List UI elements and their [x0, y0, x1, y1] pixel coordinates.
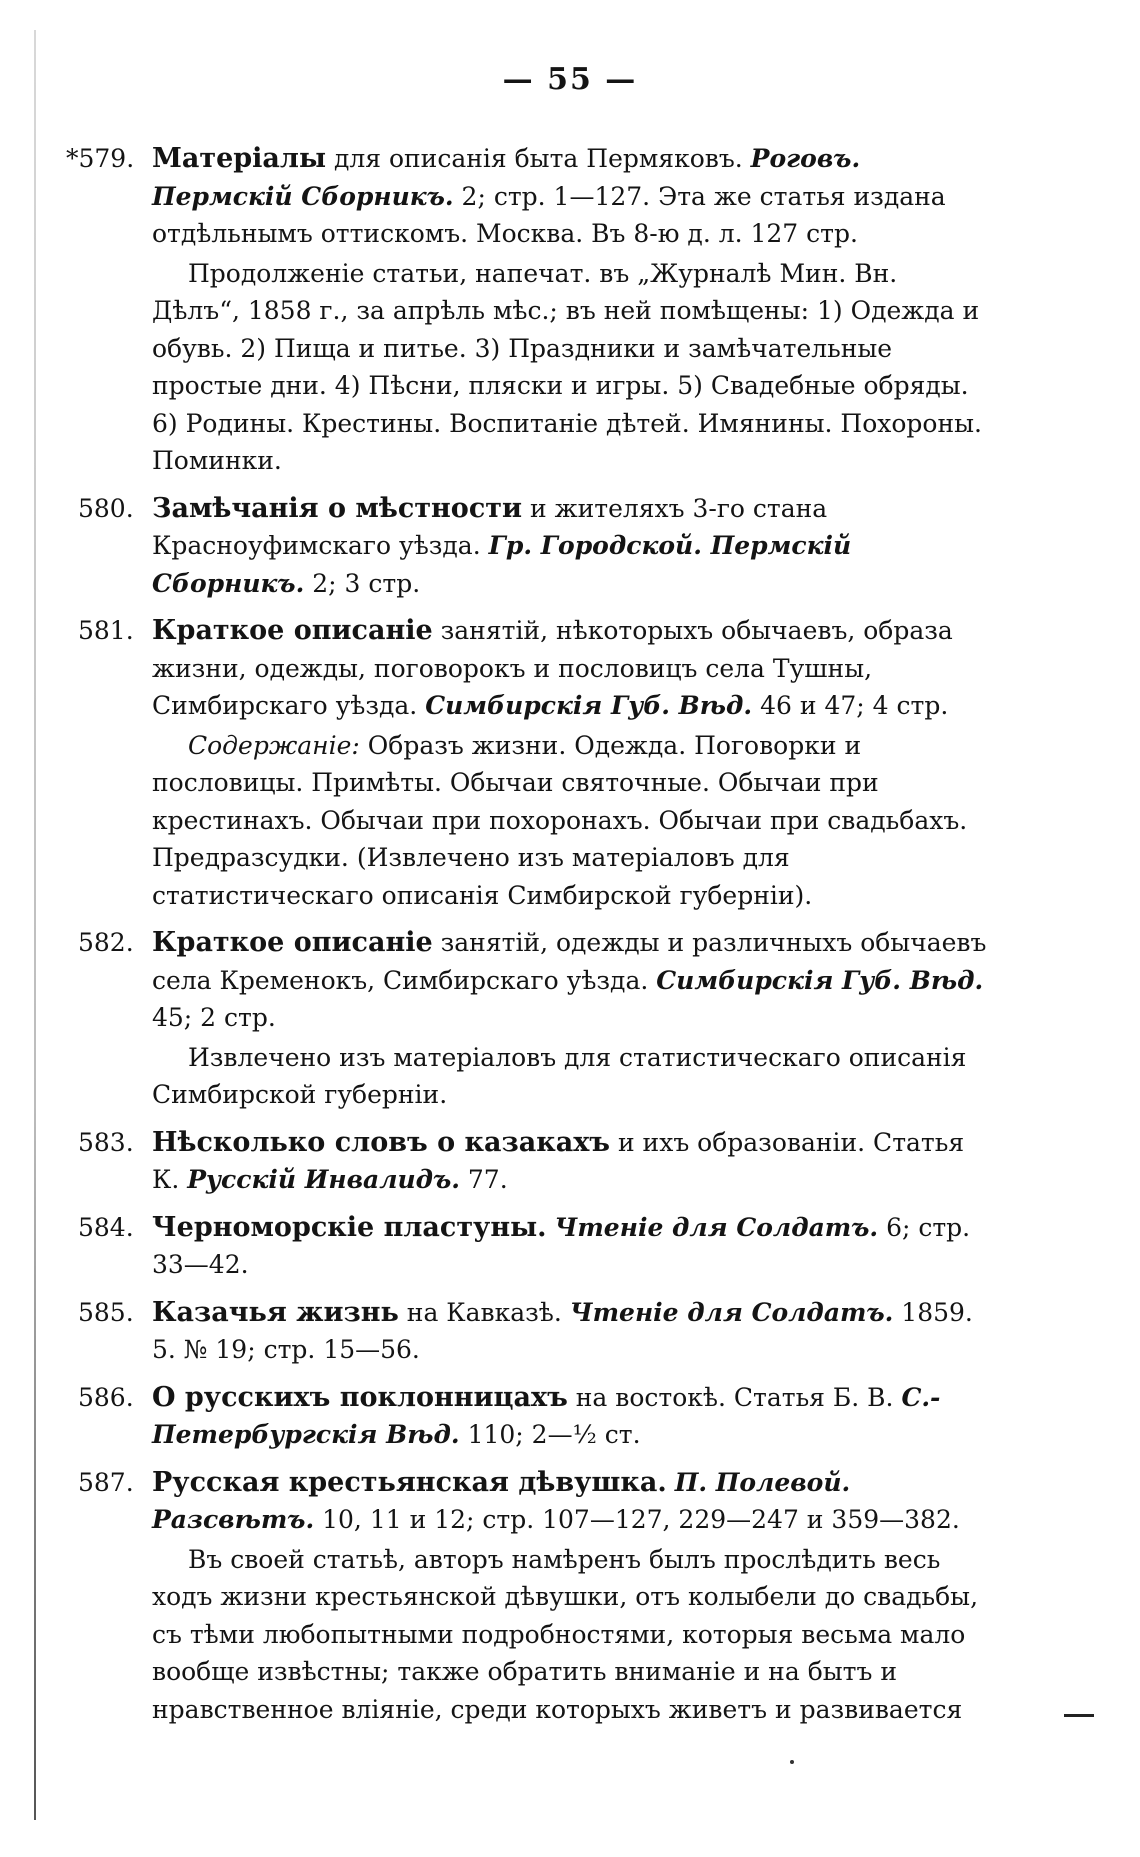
entry-title: Нѣсколько словъ о казакахъ	[152, 1126, 610, 1158]
entry-title: Краткое описаніе	[152, 615, 433, 646]
entry-source: Роговъ. Пермскій Сборникъ.	[152, 144, 861, 211]
entry-details: 2; стр. 1—127. Эта же статья издана отдѣльнымъ оттискомъ. Москва. Въ 8-ю д. л. 127 стр.	[152, 181, 946, 248]
entry-details: 1859. 5. № 19; стр. 15—56.	[152, 1297, 973, 1364]
entry-number: *579.	[66, 144, 135, 173]
entry-title: Казачья жизнь	[152, 1296, 399, 1328]
bibliography-entry	[78, 1294, 988, 1369]
entry-title: Русская крестьянская дѣвушка.	[152, 1466, 667, 1498]
entry-note: Извлечено изъ матеріаловъ для статистическаго описанія Симбирской губерніи.	[152, 1042, 967, 1109]
scan-mark	[1064, 1714, 1094, 1717]
entry-source: Гр. Городской. Пермскій Сборникъ.	[152, 531, 852, 598]
entry-note: Въ своей статьѣ, авторъ намѣренъ былъ прослѣдить весь ходъ жизни крестьянской дѣвушки, отъ колыбели до свадьбы, съ тѣми любопытными подробностями, которыя весьма мало вообще извѣстны; также обратить вниманіе и на бытъ и нравственное вліяніе, среди которыхъ живетъ и развивается	[152, 1544, 979, 1724]
bibliography-entry	[78, 612, 988, 914]
entry-number: 586.	[78, 1382, 134, 1412]
note-text: Образъ жизни. Одежда. Поговорки и пословицы. Примѣты. Обычаи святочные. Обычаи при крестинахъ. Обычаи при похоронахъ. Обычаи при свадьбахъ. Предразсудки. (Извлечено изъ матеріаловъ для статистическаго описанія Симбирской губерніи).	[152, 730, 968, 910]
entry-details: 46 и 47; 4 стр.	[752, 691, 949, 720]
entry-text	[667, 1468, 675, 1497]
bibliography-entry	[78, 1124, 988, 1199]
bibliography-entry	[78, 1464, 988, 1729]
entry-title: Черноморскіе пластуны.	[152, 1211, 547, 1243]
bibliography-entry	[66, 140, 988, 480]
entry-text: для описанія быта Пермяковъ.	[326, 144, 751, 173]
entry-details: 2; 3 стр.	[304, 568, 421, 598]
entry-number: 582.	[78, 928, 134, 957]
entry-source: Симбирскія Губ. Вѣд.	[656, 965, 984, 995]
entry-number: 580.	[78, 493, 134, 523]
bibliography-entry	[78, 924, 988, 1114]
entry-note: Продолженіе статьи, напечат. въ „Журналѣ Мин. Вн. Дѣлъ“, 1858 г., за апрѣль мѣс.; въ ней помѣщены: 1) Одежда и обувь. 2) Пища и питье. 3) Праздники и замѣчательные простые дни. 4) Пѣсни, пляски и игры. 5) Свадебные обряды. 6) Родины. Крестины. Воспитаніе дѣтей. Имянины. Похороны. Поминки.	[152, 258, 982, 475]
entry-text: на востокѣ. Статья Б. В.	[567, 1382, 902, 1412]
entry-source: Симбирскія Губ. Вѣд.	[425, 691, 753, 720]
entry-number: 583.	[78, 1127, 134, 1157]
entry-source: Чтеніе для Солдатъ.	[554, 1212, 879, 1242]
entry-text: занятій, нѣкоторыхъ обычаевъ, образа жизни, одежды, поговорокъ и пословицъ села Тушны, Симбирскаго уѣзда.	[152, 616, 953, 720]
entry-title: Краткое описаніе	[152, 927, 433, 958]
note-label: Содержаніе:	[188, 730, 360, 760]
entry-text: и жителяхъ 3-го стана Красноуфимскаго уѣзда.	[152, 493, 828, 560]
entry-source: Чтеніе для Солдатъ.	[569, 1297, 894, 1327]
entry-details: 45; 2 стр.	[152, 1003, 276, 1032]
entry-details: 10, 11 и 12; стр. 107—127, 229—247 и 359—382.	[314, 1505, 960, 1534]
entry-text: на Кавказѣ.	[398, 1297, 570, 1327]
bibliography-list	[66, 140, 988, 1738]
bibliography-entry	[78, 1209, 988, 1284]
entry-details: 6; стр. 33—42.	[152, 1212, 971, 1279]
entry-note	[152, 727, 988, 915]
entry-number: 587.	[78, 1467, 134, 1497]
entry-text: и ихъ образованіи. Статья К.	[152, 1127, 965, 1194]
entry-source: С.-Петербургскія Вѣд.	[152, 1382, 941, 1449]
entry-source: Русскій Инвалидъ.	[187, 1165, 460, 1194]
bibliography-entry	[78, 490, 988, 603]
entry-source: П. Полевой. Разсвѣтъ.	[152, 1467, 851, 1534]
entry-number: 581.	[78, 616, 134, 645]
entry-details: 77.	[459, 1165, 508, 1194]
page-number: — 55 —	[502, 62, 638, 97]
bibliography-entry	[78, 1379, 988, 1454]
entry-title: О русскихъ поклонницахъ	[152, 1381, 568, 1413]
entry-number: 585.	[78, 1297, 134, 1327]
entry-details: 110; 2—½ ст.	[459, 1420, 641, 1449]
entry-title: Замѣчанія о мѣстности	[152, 492, 523, 524]
margin-line	[34, 30, 36, 1820]
entry-text: занятій, одежды и различныхъ обычаевъ села Кременокъ, Симбирскаго уѣзда.	[152, 928, 987, 995]
entry-text	[547, 1213, 555, 1242]
entry-title: Матеріалы	[152, 143, 327, 174]
scan-speck	[790, 1760, 794, 1764]
entry-number: 584.	[78, 1212, 134, 1242]
